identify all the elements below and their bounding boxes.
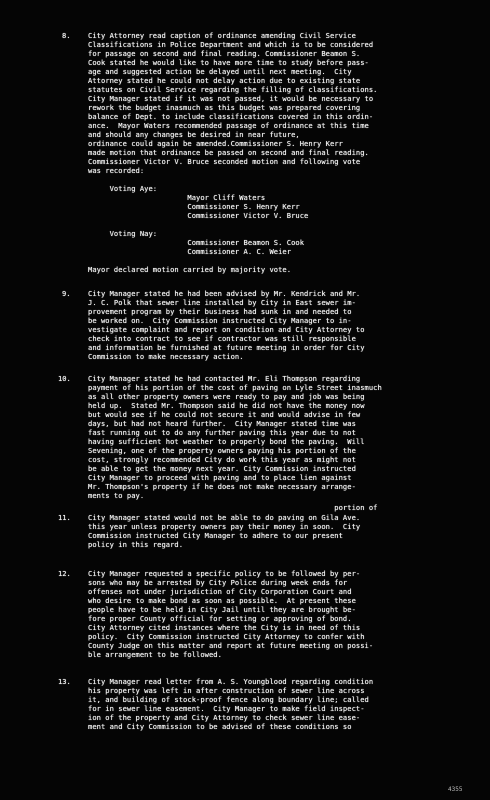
item-number: 13.: [58, 677, 71, 686]
item-line: balance of Dept. to include classifications covered in this ordin-: [88, 112, 374, 121]
item-line: Commissioner Victor V. Bruce seconded motion and following vote: [88, 157, 361, 166]
item-line: ble arrangement to be followed.: [88, 650, 222, 659]
item-line: City Attorney read caption of ordinance amending Civil Service: [88, 31, 356, 40]
item-number: 11.: [58, 513, 71, 522]
item-line: as all other property owners were ready to pay and job was being: [88, 392, 365, 401]
item-line: ment and City Commission to be advised of these conditions so: [88, 722, 352, 731]
item-line: his property was left in after construction of sewer line across: [88, 686, 365, 695]
item-line: who desire to make bond as soon as possible. At present these: [88, 596, 356, 605]
item-line: Commission to make necessary action.: [88, 352, 244, 361]
item-line: ordinance could again be amended.Commissioner S. Henry Kerr: [88, 139, 343, 148]
item-line: Sevening, one of the property owners paying his portion of the: [88, 446, 356, 455]
item-line: City Manager requested a specific policy to be followed by per-: [88, 569, 361, 578]
item-line: fore proper County official for setting or approving of bond.: [88, 614, 352, 623]
item-line: held up. Stated Mr. Thompson said he did not have the money now: [88, 401, 365, 410]
item-line: Classifications in Police Department and which is to be considered: [88, 40, 374, 49]
item-line: ments to pay.: [88, 491, 145, 500]
item-line: Cook stated he would like to have more time to study before pass-: [88, 58, 369, 67]
item-line: was recorded:: [88, 166, 145, 175]
item-line: Commissioner A. C. Weier: [88, 247, 292, 256]
item-number: 10.: [58, 374, 71, 383]
item-line: County Judge on this matter and report at future meeting on possi-: [88, 641, 374, 650]
item-line: City Manager stated he had been advised by Mr. Kendrick and Mr.: [88, 289, 361, 298]
item-line: Voting Aye:: [88, 184, 158, 193]
item-line: Commission instructed City Manager to adhere to our present: [88, 531, 343, 540]
item-line: Attorney stated he could not delay action due to existing state: [88, 76, 361, 85]
item-number: 9.: [62, 289, 71, 298]
item-line: Voting Nay:: [88, 229, 158, 238]
item-line: and should any changes be desired in near future,: [88, 130, 300, 139]
item-line: for in sewer line easement. City Manager to make field inspect-: [88, 704, 365, 713]
item-line: and information be furnished at future meeting in order for City: [88, 343, 365, 352]
item-line: Mayor declared motion carried by majority vote.: [88, 265, 292, 274]
item-line: payment of his portion of the cost of paving on Lyle Street inasmuch: [88, 383, 382, 392]
item-line: provement program by their business had sunk in and needed to: [88, 307, 352, 316]
item-line: sons who may be arrested by City Police during week ends for: [88, 578, 348, 587]
item-line: Commissioner Beamon S. Cook: [88, 238, 305, 247]
item-line: but would see if he could not secure it and would advise in few: [88, 410, 361, 419]
item-line: cost, strongly recommended City do work this year as might not: [88, 455, 356, 464]
item-number: 8.: [62, 31, 71, 40]
item-line: vestigate complaint and report on condition and City Attorney to: [88, 325, 365, 334]
item-line: ance. Mayor Waters recommended passage of ordinance at this time: [88, 121, 369, 130]
item-line: City Manager stated if it was not passed, it would be necessary to: [88, 94, 374, 103]
item-line: made motion that ordinance be passed on second and final reading.: [88, 148, 369, 157]
item-line: it, and building of stock-proof fence along boundary line; called: [88, 695, 369, 704]
item-line: days, but had not heard further. City Manager stated time was: [88, 419, 356, 428]
item-line: City Manager stated he had contacted Mr. Eli Thompson regarding: [88, 374, 361, 383]
item-line: policy. City Commission instructed City Attorney to confer with: [88, 632, 365, 641]
item-line: City Manager stated would not be able to do paving on Gila Ave.: [88, 513, 361, 522]
item-number: 12.: [58, 569, 71, 578]
item-line: be able to get the money next year. City Commission instructed: [88, 464, 356, 473]
item-line: Commissioner S. Henry Kerr: [88, 202, 300, 211]
item-line: age and suggested action be delayed until next meeting. City: [88, 67, 352, 76]
item-line: offenses not under jurisdiction of City Corporation Court and: [88, 587, 352, 596]
item-line: this year unless property owners pay their money in soon. City: [88, 522, 361, 531]
item-line: fast running out to do any further paving this year due to not: [88, 428, 356, 437]
item-line: City Manager read letter from A. S. Youngblood regarding condition: [88, 677, 374, 686]
item-line: Commissioner Victor V. Bruce: [88, 211, 309, 220]
item-line: City Attorney cited instances where the City is in need of this: [88, 623, 361, 632]
page-mark: 4355: [448, 786, 463, 793]
item-line: Mayor Cliff Waters: [88, 193, 266, 202]
item-line: policy in this regard.: [88, 540, 184, 549]
item-line: Mr. Thompson's property if he does not make necessary arrange-: [88, 482, 356, 491]
item-line: rework the budget inasmuch as this budget was prepared covering: [88, 103, 361, 112]
item-line: statutes on Civil Service regarding the filling of classifications.: [88, 85, 378, 94]
item-line: check into contract to see if contractor was still responsible: [88, 334, 356, 343]
item-overline: portion of: [88, 503, 378, 512]
item-line: for passage on second and final reading. Commissioner Beamon S.: [88, 49, 361, 58]
item-line: J. C. Polk that sewer line installed by City in East sewer im-: [88, 298, 356, 307]
item-line: people have to be held in City Jail until they are brought be-: [88, 605, 356, 614]
item-line: ion of the property and City Attorney to check sewer line ease-: [88, 713, 361, 722]
item-line: be worked on. City Commission instructed City Manager to in-: [88, 316, 352, 325]
item-line: City Manager to proceed with paving and to place lien against: [88, 473, 352, 482]
item-line: having sufficient hot weather to properly bond the paving. Will: [88, 437, 365, 446]
